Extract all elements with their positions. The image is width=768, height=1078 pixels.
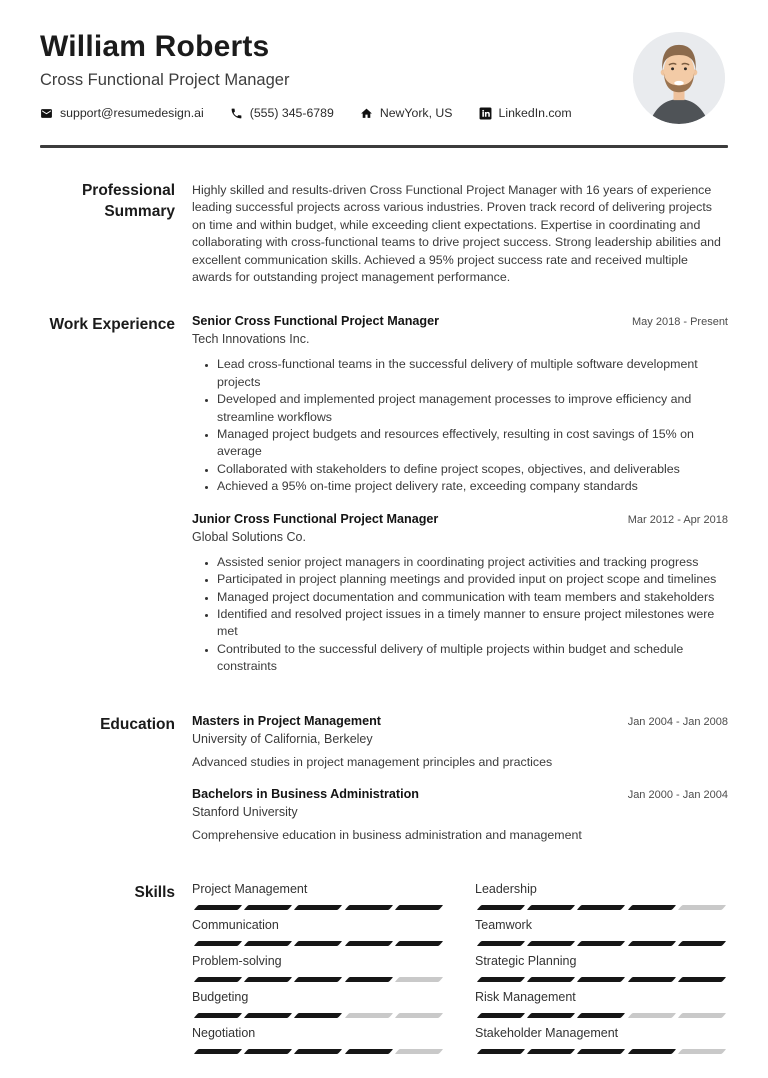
- education-heading: Education: [100, 715, 175, 733]
- skill-bar-segment: [477, 905, 526, 910]
- skill-bar-segment: [194, 977, 243, 982]
- skill-bar-segment: [627, 941, 676, 946]
- skill-label: Teamwork: [475, 918, 532, 933]
- skill-bar-segment: [395, 977, 444, 982]
- phone-icon: [230, 107, 243, 120]
- job-entry: [192, 512, 728, 676]
- bullet-item: • Participated in project planning meetings and provided input on project scope and timelines: [217, 571, 728, 588]
- skill-bar: [475, 905, 728, 910]
- skills-grid: [192, 882, 728, 1054]
- linkedin-icon: [479, 107, 492, 120]
- skill-bar: [475, 1013, 728, 1018]
- skill-bar: [192, 1013, 445, 1018]
- bullet-item: • Identified and resolved project issues in a timely manner to ensure project milestones were met: [217, 606, 728, 641]
- bullet-item: • Lead cross-functional teams in the successful delivery of multiple software development projects: [217, 356, 728, 391]
- work-entries: [192, 314, 728, 675]
- skill-label: Project Management: [192, 882, 308, 897]
- skill-bar-segment: [344, 941, 393, 946]
- section-professional-summary: [40, 180, 728, 286]
- job-company: Tech Innovations Inc.: [192, 332, 310, 347]
- degree-dates: Jan 2000 - Jan 2004: [627, 788, 728, 801]
- skill-bar-segment: [395, 1049, 444, 1054]
- degree-school: Stanford University: [192, 804, 298, 819]
- section-work-experience: [40, 314, 728, 675]
- skill-bar-segment: [527, 1013, 576, 1018]
- home-icon: [360, 107, 373, 120]
- skill-bar-segment: [194, 1013, 243, 1018]
- skill-bar-segment: [527, 977, 576, 982]
- skill-bar-segment: [577, 1013, 626, 1018]
- skill-bar-segment: [294, 977, 343, 982]
- skill-item: [192, 919, 445, 946]
- skill-bar: [475, 977, 728, 982]
- degree-entry: [192, 714, 728, 771]
- skill-label: Stakeholder Management: [475, 1026, 619, 1041]
- skill-bar-segment: [395, 941, 444, 946]
- skill-bar: [192, 977, 445, 982]
- skill-bar-segment: [678, 977, 727, 982]
- skill-bar: [192, 905, 445, 910]
- contact-item: [230, 106, 334, 120]
- email-icon: [40, 107, 53, 120]
- skill-bar-segment: [477, 1049, 526, 1054]
- contact-item: [40, 106, 204, 120]
- skill-bar-segment: [527, 941, 576, 946]
- skill-bar-segment: [344, 1049, 393, 1054]
- skill-bar-segment: [244, 905, 293, 910]
- header-divider: [40, 145, 728, 148]
- skill-bar-segment: [627, 1049, 676, 1054]
- skill-label: Leadership: [475, 882, 537, 897]
- skill-item: [192, 955, 445, 982]
- skill-bar-segment: [395, 1013, 444, 1018]
- candidate-name: William Roberts: [40, 30, 270, 63]
- contact-item: [360, 106, 453, 120]
- skill-bar-segment: [577, 977, 626, 982]
- skill-bar-segment: [294, 905, 343, 910]
- skill-item: [192, 991, 445, 1018]
- section-skills: [40, 882, 728, 1054]
- skill-bar-segment: [194, 941, 243, 946]
- skill-bar-segment: [678, 905, 727, 910]
- degree-school: University of California, Berkeley: [192, 731, 373, 746]
- contact-text: LinkedIn.com: [498, 106, 572, 120]
- skill-label: Problem-solving: [192, 954, 282, 969]
- job-dates: May 2018 - Present: [632, 316, 728, 329]
- skill-item: [475, 991, 728, 1018]
- skill-bar-segment: [194, 1049, 243, 1054]
- skill-bar-segment: [344, 1013, 393, 1018]
- summary-heading: Professional Summary: [81, 182, 175, 220]
- resume-header: [40, 30, 728, 120]
- job-entry: [192, 314, 728, 495]
- contact-row: [40, 106, 728, 120]
- skill-item: [475, 919, 728, 946]
- contact-text: support@resumedesign.ai: [60, 106, 204, 120]
- skill-bar-segment: [244, 1013, 293, 1018]
- skill-bar-segment: [244, 977, 293, 982]
- skill-bar-segment: [477, 941, 526, 946]
- skill-bar-segment: [678, 941, 727, 946]
- skill-bar-segment: [294, 1013, 343, 1018]
- skill-bar-segment: [477, 1013, 526, 1018]
- skill-item: [475, 955, 728, 982]
- degree-title: Masters in Project Management: [192, 713, 381, 728]
- skill-bar-segment: [477, 977, 526, 982]
- job-bullets: [192, 554, 728, 676]
- candidate-job-title: Cross Functional Project Manager: [40, 71, 290, 89]
- work-heading: Work Experience: [49, 316, 175, 334]
- skill-bar-segment: [395, 905, 444, 910]
- skill-bar-segment: [627, 905, 676, 910]
- skills-heading: Skills: [134, 884, 175, 902]
- skill-bar-segment: [244, 1049, 293, 1054]
- skill-bar-segment: [678, 1049, 727, 1054]
- bullet-item: • Managed project budgets and resources effectively, resulting in cost savings of 15% on average: [217, 426, 728, 461]
- skill-label: Negotiation: [192, 1026, 256, 1041]
- contact-item: [479, 106, 572, 120]
- bullet-item: • Assisted senior project managers in coordinating project activities and tracking progress: [217, 554, 728, 571]
- contact-text: NewYork, US: [379, 106, 453, 120]
- degree-entry: [192, 787, 728, 844]
- avatar-photo-illustration: [633, 32, 725, 124]
- skill-bar-segment: [294, 1049, 343, 1054]
- bullet-item: • Achieved a 95% on-time project delivery rate, exceeding company standards: [217, 478, 728, 495]
- skill-item: [475, 883, 728, 910]
- skill-bar: [475, 941, 728, 946]
- skill-bar: [192, 941, 445, 946]
- skill-bar-segment: [627, 1013, 676, 1018]
- skill-bar-segment: [344, 977, 393, 982]
- skill-bar-segment: [527, 1049, 576, 1054]
- skill-bar-segment: [527, 905, 576, 910]
- bullet-item: • Developed and implemented project management processes to improve efficiency and streamline workflows: [217, 391, 728, 426]
- skill-bar-segment: [678, 1013, 727, 1018]
- bullet-item: • Collaborated with stakeholders to define project scopes, objectives, and deliverables: [217, 461, 728, 478]
- summary-text: Highly skilled and results-driven Cross Functional Project Manager with 16 years of experience leading successful projects across various industries. Proven track record of delivering projects on time and within budget, while exceeding client expectations. Expertise in coordinating and collaborating with cross-functional teams to drive project success. Strong leadership abilities and excellent communication skills. Achieved a 95% project success rate and received multiple awards for outstanding project management performance.: [192, 183, 721, 285]
- skill-bar-segment: [577, 905, 626, 910]
- skill-bar: [475, 1049, 728, 1054]
- skill-label: Risk Management: [475, 990, 576, 1005]
- section-education: [40, 714, 728, 845]
- avatar: [633, 32, 725, 124]
- skill-bar-segment: [194, 905, 243, 910]
- skill-bar-segment: [244, 941, 293, 946]
- education-entries: [192, 714, 728, 845]
- bullet-item: • Contributed to the successful delivery of multiple projects within budget and schedule constraints: [217, 641, 728, 676]
- job-company: Global Solutions Co.: [192, 529, 306, 544]
- skill-item: [475, 1027, 728, 1054]
- bullet-item: • Managed project documentation and communication with team members and stakeholders: [217, 589, 728, 606]
- skill-bar: [192, 1049, 445, 1054]
- skill-bar-segment: [627, 977, 676, 982]
- skill-bar-segment: [344, 905, 393, 910]
- job-title-text: Junior Cross Functional Project Manager: [192, 511, 439, 526]
- degree-description: Advanced studies in project management principles and practices: [192, 754, 553, 769]
- degree-title: Bachelors in Business Administration: [192, 786, 419, 801]
- degree-dates: Jan 2004 - Jan 2008: [627, 715, 728, 728]
- skill-label: Communication: [192, 918, 279, 933]
- skill-item: [192, 1027, 445, 1054]
- job-bullets: [192, 356, 728, 495]
- skill-bar-segment: [577, 1049, 626, 1054]
- skill-bar-segment: [294, 941, 343, 946]
- skill-label: Budgeting: [192, 990, 249, 1005]
- skill-label: Strategic Planning: [475, 954, 577, 969]
- skill-bar-segment: [577, 941, 626, 946]
- job-title-text: Senior Cross Functional Project Manager: [192, 314, 440, 329]
- job-dates: Mar 2012 - Apr 2018: [627, 513, 728, 526]
- contact-text: (555) 345-6789: [249, 106, 334, 120]
- skill-item: [192, 883, 445, 910]
- degree-description: Comprehensive education in business administration and management: [192, 827, 582, 842]
